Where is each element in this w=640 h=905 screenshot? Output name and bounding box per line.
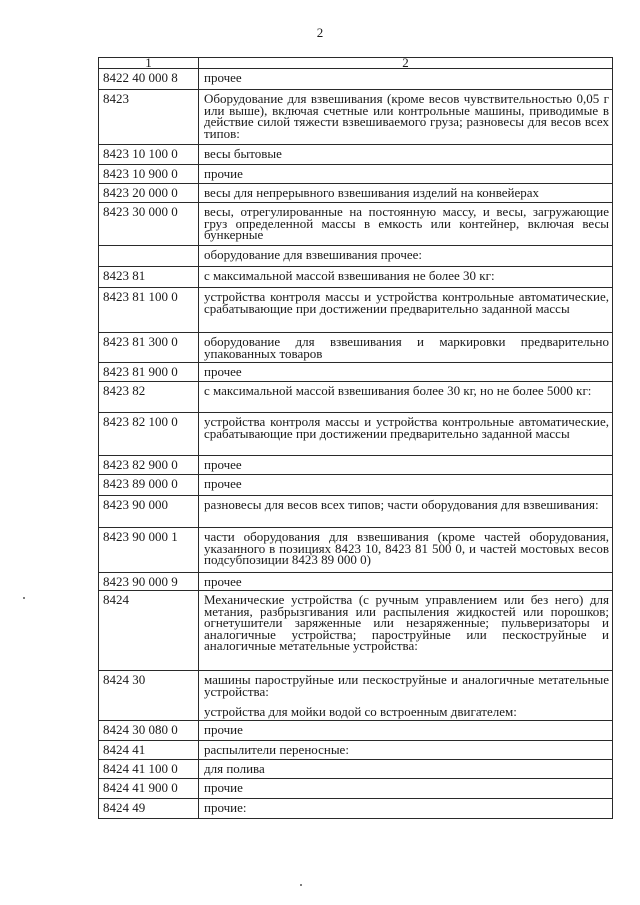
table-row bbox=[99, 496, 613, 528]
row-description: устройства контроля массы и устройства контрольные автоматические, срабатывающие при достижении предварительно заданной массы bbox=[199, 413, 613, 456]
row-code: 8424 41 900 0 bbox=[99, 779, 199, 799]
row-code: 8424 bbox=[99, 591, 199, 671]
row-description: оборудование для взвешивания и маркировки предварительно упакованных товаров bbox=[199, 333, 613, 363]
table-row bbox=[99, 760, 613, 779]
row-description: с максимальной массой взвешивания более 30 кг, но не более 5000 кг: bbox=[199, 382, 613, 413]
tariff-code-table bbox=[98, 57, 613, 819]
scan-speck bbox=[23, 597, 25, 599]
row-code: 8423 81 100 0 bbox=[99, 288, 199, 333]
page-number: 2 bbox=[316, 25, 324, 40]
row-description: для полива bbox=[199, 760, 613, 779]
table-row bbox=[99, 741, 613, 760]
row-description: прочее bbox=[199, 573, 613, 591]
row-code bbox=[99, 246, 199, 267]
row-description: весы, отрегулированные на постоянную массу, и весы, загружающие груз определенной массы в емкость или контейнер, включая весы бункерные bbox=[199, 203, 613, 246]
row-code: 8424 49 bbox=[99, 799, 199, 819]
table-row bbox=[99, 591, 613, 671]
row-description: Механические устройства (с ручным управлением или без него) для метания, разбрызгивания или распыления жидкостей или порошков; огнетушители заряженные или незаряженные; пульверизаторы и аналогичные устройства; пароструйные или пескоструйные и аналогичные метательные устройства: bbox=[199, 591, 613, 671]
row-description-line: машины пароструйные или пескоструйные и аналогичные метательные устройства: bbox=[204, 672, 609, 699]
row-description-subline: устройства для мойки водой со встроенным двигателем: bbox=[204, 704, 517, 719]
row-code: 8423 89 000 0 bbox=[99, 475, 199, 496]
table-row bbox=[99, 145, 613, 165]
row-code: 8423 10 100 0 bbox=[99, 145, 199, 165]
row-code: 8423 81 300 0 bbox=[99, 333, 199, 363]
row-code: 8422 40 000 8 bbox=[99, 69, 199, 90]
row-description: прочие: bbox=[199, 799, 613, 819]
scan-speck bbox=[300, 884, 302, 886]
row-description: разновесы для весов всех типов; части оборудования для взвешивания: bbox=[199, 496, 613, 528]
row-description: весы бытовые bbox=[199, 145, 613, 165]
row-code: 8423 30 000 0 bbox=[99, 203, 199, 246]
column-header-description: 2 bbox=[199, 58, 613, 69]
table-row bbox=[99, 203, 613, 246]
row-code: 8424 30 080 0 bbox=[99, 721, 199, 741]
row-code: 8423 82 900 0 bbox=[99, 456, 199, 475]
row-code: 8423 82 100 0 bbox=[99, 413, 199, 456]
table-row bbox=[99, 165, 613, 184]
table-row bbox=[99, 267, 613, 288]
table-row bbox=[99, 779, 613, 799]
row-code: 8423 bbox=[99, 90, 199, 145]
table-row bbox=[99, 671, 613, 721]
row-code: 8424 30 bbox=[99, 671, 199, 721]
row-description: с максимальной массой взвешивания не более 30 кг: bbox=[199, 267, 613, 288]
row-code: 8424 41 bbox=[99, 741, 199, 760]
row-description: весы для непрерывного взвешивания изделий на конвейерах bbox=[199, 184, 613, 203]
table-row bbox=[99, 69, 613, 90]
row-code: 8423 90 000 bbox=[99, 496, 199, 528]
table-row bbox=[99, 382, 613, 413]
table-header-row bbox=[99, 58, 613, 69]
row-description: прочее bbox=[199, 475, 613, 496]
row-description: распылители переносные: bbox=[199, 741, 613, 760]
row-code: 8423 90 000 9 bbox=[99, 573, 199, 591]
row-description: оборудование для взвешивания прочее: bbox=[199, 246, 613, 267]
row-description: прочие bbox=[199, 721, 613, 741]
table-row bbox=[99, 184, 613, 203]
row-description: прочее bbox=[199, 69, 613, 90]
table-row bbox=[99, 528, 613, 573]
table-row bbox=[99, 246, 613, 267]
row-description: прочие bbox=[199, 165, 613, 184]
row-description: устройства контроля массы и устройства контрольные автоматические, срабатывающие при достижении предварительно заданной массы bbox=[199, 288, 613, 333]
row-description: прочее bbox=[199, 363, 613, 382]
table-row bbox=[99, 288, 613, 333]
row-code: 8424 41 100 0 bbox=[99, 760, 199, 779]
table-row bbox=[99, 799, 613, 819]
row-code: 8423 82 bbox=[99, 382, 199, 413]
table-row bbox=[99, 90, 613, 145]
row-code: 8423 20 000 0 bbox=[99, 184, 199, 203]
row-description: части оборудования для взвешивания (кроме частей оборудования, указанного в позициях 8423 10, 8423 81 500 0, и частей мостовых весов подсубпозиции 8423 89 000 0) bbox=[199, 528, 613, 573]
table-row bbox=[99, 413, 613, 456]
table-row bbox=[99, 475, 613, 496]
row-description: прочие bbox=[199, 779, 613, 799]
row-code: 8423 81 900 0 bbox=[99, 363, 199, 382]
row-description: прочее bbox=[199, 456, 613, 475]
row-code: 8423 90 000 1 bbox=[99, 528, 199, 573]
row-description bbox=[199, 671, 613, 721]
row-code: 8423 10 900 0 bbox=[99, 165, 199, 184]
table-row bbox=[99, 333, 613, 363]
column-header-code: 1 bbox=[99, 58, 199, 69]
table-row bbox=[99, 573, 613, 591]
table-row bbox=[99, 363, 613, 382]
table-row bbox=[99, 456, 613, 475]
table-row bbox=[99, 721, 613, 741]
row-description: Оборудование для взвешивания (кроме весов чувствительностью 0,05 г или выше), включая счетные или контрольные машины, приводимые в действие силой тяжести взвешиваемого груза; разновесы для весов всех типов: bbox=[199, 90, 613, 145]
row-code: 8423 81 bbox=[99, 267, 199, 288]
